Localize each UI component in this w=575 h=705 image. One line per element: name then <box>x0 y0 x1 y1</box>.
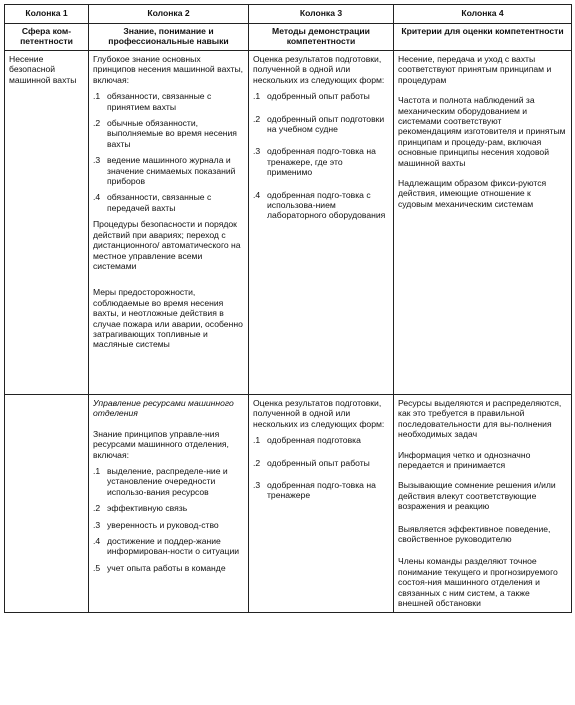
item-number: .5 <box>93 562 101 573</box>
item-text: достижение и поддер-жание информирован-ности о ситуации <box>107 536 240 557</box>
paragraph: Оценка результатов подготовки, полученной в одной или нескольких из следующих форм: <box>253 398 385 429</box>
item-number: .3 <box>253 480 261 491</box>
item-number: .4 <box>93 536 101 547</box>
competence-text: Несение безопасной машинной вахты <box>9 54 77 85</box>
item-number: .4 <box>253 189 261 200</box>
paragraph: Глубокое знание основных принципов несения машинной вахты, включая: <box>93 54 244 85</box>
paragraph: Выявляется эффективное поведение, свойственное руководителю <box>398 523 551 545</box>
criteria-cell <box>394 395 572 613</box>
paragraph: Знание принципов управле-ния ресурсами машинного отделения, включая: <box>93 428 229 460</box>
list-item <box>253 91 389 101</box>
list-item <box>93 536 244 557</box>
paragraph: Оценка результатов подготовки, полученной в одной или нескольких из следующих форм: <box>253 54 385 85</box>
subheader-text: Сфера ком-петентности <box>20 26 73 47</box>
item-text: одобренный опыт подготовки на учебном судне <box>267 113 385 135</box>
paragraph: Надлежащим образом фикси-руются действия, имеющие отношение к судовым механическим системам <box>398 178 547 209</box>
competence-cell <box>5 395 89 613</box>
item-number: .1 <box>253 91 261 102</box>
item-text: обычные обязанности, выполняемые во время несения вахты <box>107 118 237 149</box>
section-title: Управление ресурсами машинного отделения <box>93 398 234 419</box>
subheader <box>249 24 394 51</box>
list-item <box>253 458 389 468</box>
item-text: учет опыта работы в команде <box>107 562 226 573</box>
subheader <box>89 24 249 51</box>
item-number: .3 <box>93 519 101 530</box>
competence-table <box>4 4 572 613</box>
subheader-text: Методы демонстрации компетентности <box>272 26 370 47</box>
paragraph: Меры предосторожности, соблюдаемые во время несения вахты, и неотложные действия в случае пожара или аварии, особенно затрагивающих топливные и масляные системы <box>93 287 243 350</box>
list-item <box>93 192 244 213</box>
list-item <box>93 520 244 530</box>
competence-cell <box>5 51 89 395</box>
item-text: уверенность и руковод-ство <box>107 519 219 530</box>
paragraph: Частота и полнота наблюдений за механическим оборудованием и системами соответствуют рекомендациям изготовителя и принятым принципам и процеду-рам, включая основные принципы несения ходовой машинной вахты <box>398 95 566 168</box>
item-text: одобренная подго-товка на тренажере <box>267 480 376 501</box>
subheader <box>394 24 572 51</box>
list-item <box>253 114 389 135</box>
item-text: одобренный опыт работы <box>267 91 370 102</box>
column-header-row <box>5 5 572 24</box>
item-text: эффективную связь <box>107 503 188 514</box>
methods-cell <box>249 51 394 395</box>
list-item <box>93 563 244 573</box>
table-row <box>5 395 572 613</box>
list-item <box>253 435 389 445</box>
list-item <box>253 146 389 177</box>
item-number: .3 <box>253 146 261 157</box>
item-text: обязанности, связанные с принятием вахты <box>107 91 212 112</box>
item-text: одобренная подго-товка на тренажере, где это применимо <box>267 146 376 178</box>
item-text: обязанности, связанные с передачей вахты <box>107 192 212 213</box>
subheader-row <box>5 24 572 51</box>
paragraph: Несение, передача и уход с вахты соответствуют принятым принципам и процедурам <box>398 54 552 85</box>
item-number: .2 <box>93 503 101 514</box>
list-item <box>93 155 244 186</box>
paragraph: Процедуры безопасности и порядок действий при авариях; переход с дистанционного/ автоматического на местное управление всеми системами <box>93 219 241 271</box>
paragraph: Члены команды разделяют точное понимание текущего и прогнозируемого состоя-ния машинного отделения и связанных с ним систем, а также внешней обстановки <box>398 556 558 609</box>
list-item <box>253 190 389 221</box>
item-text: одобренная подготовка <box>267 435 361 446</box>
item-number: .2 <box>253 457 261 468</box>
item-text: выделение, распределе-ние и установление очередности использо-вания ресурсов <box>107 466 228 497</box>
item-text: одобренная подго-товка с использова-нием лабораторного оборудования <box>267 189 386 221</box>
knowledge-cell <box>89 395 249 613</box>
item-number: .3 <box>93 155 101 166</box>
item-text: одобренный опыт работы <box>267 457 370 468</box>
item-text: ведение машинного журнала и значение снимаемых показаний приборов <box>107 155 236 187</box>
item-number: .1 <box>93 466 101 477</box>
item-number: .1 <box>93 91 101 102</box>
item-number: .4 <box>93 192 101 203</box>
list-item <box>93 91 244 112</box>
paragraph: Вызывающие сомнение решения и/или действия влекут соответствующие возражения и реакцию <box>398 480 556 512</box>
column-header: Колонка 3 <box>249 5 394 24</box>
methods-cell <box>249 395 394 613</box>
subheader-text: Знание, понимание и профессиональные навыки <box>108 26 229 47</box>
column-header: Колонка 2 <box>89 5 249 24</box>
criteria-cell <box>394 51 572 395</box>
item-number: .2 <box>93 118 101 129</box>
list-item <box>253 480 389 501</box>
column-header: Колонка 1 <box>5 5 89 24</box>
paragraph: Информация четко и однозначно передается и принимается <box>398 449 531 471</box>
subheader <box>5 24 89 51</box>
list-item <box>93 118 244 149</box>
table-row <box>5 51 572 395</box>
item-number: .1 <box>253 435 261 446</box>
subheader-text: Критерии для оценки компетентности <box>401 26 564 36</box>
knowledge-cell <box>89 51 249 395</box>
list-item <box>93 466 244 497</box>
column-header: Колонка 4 <box>394 5 572 24</box>
paragraph: Ресурсы выделяются и распределяются, как это требуется в правильной последовательности для вы-полнения необходимых задач <box>398 398 562 440</box>
list-item <box>93 503 244 513</box>
item-number: .2 <box>253 113 261 124</box>
